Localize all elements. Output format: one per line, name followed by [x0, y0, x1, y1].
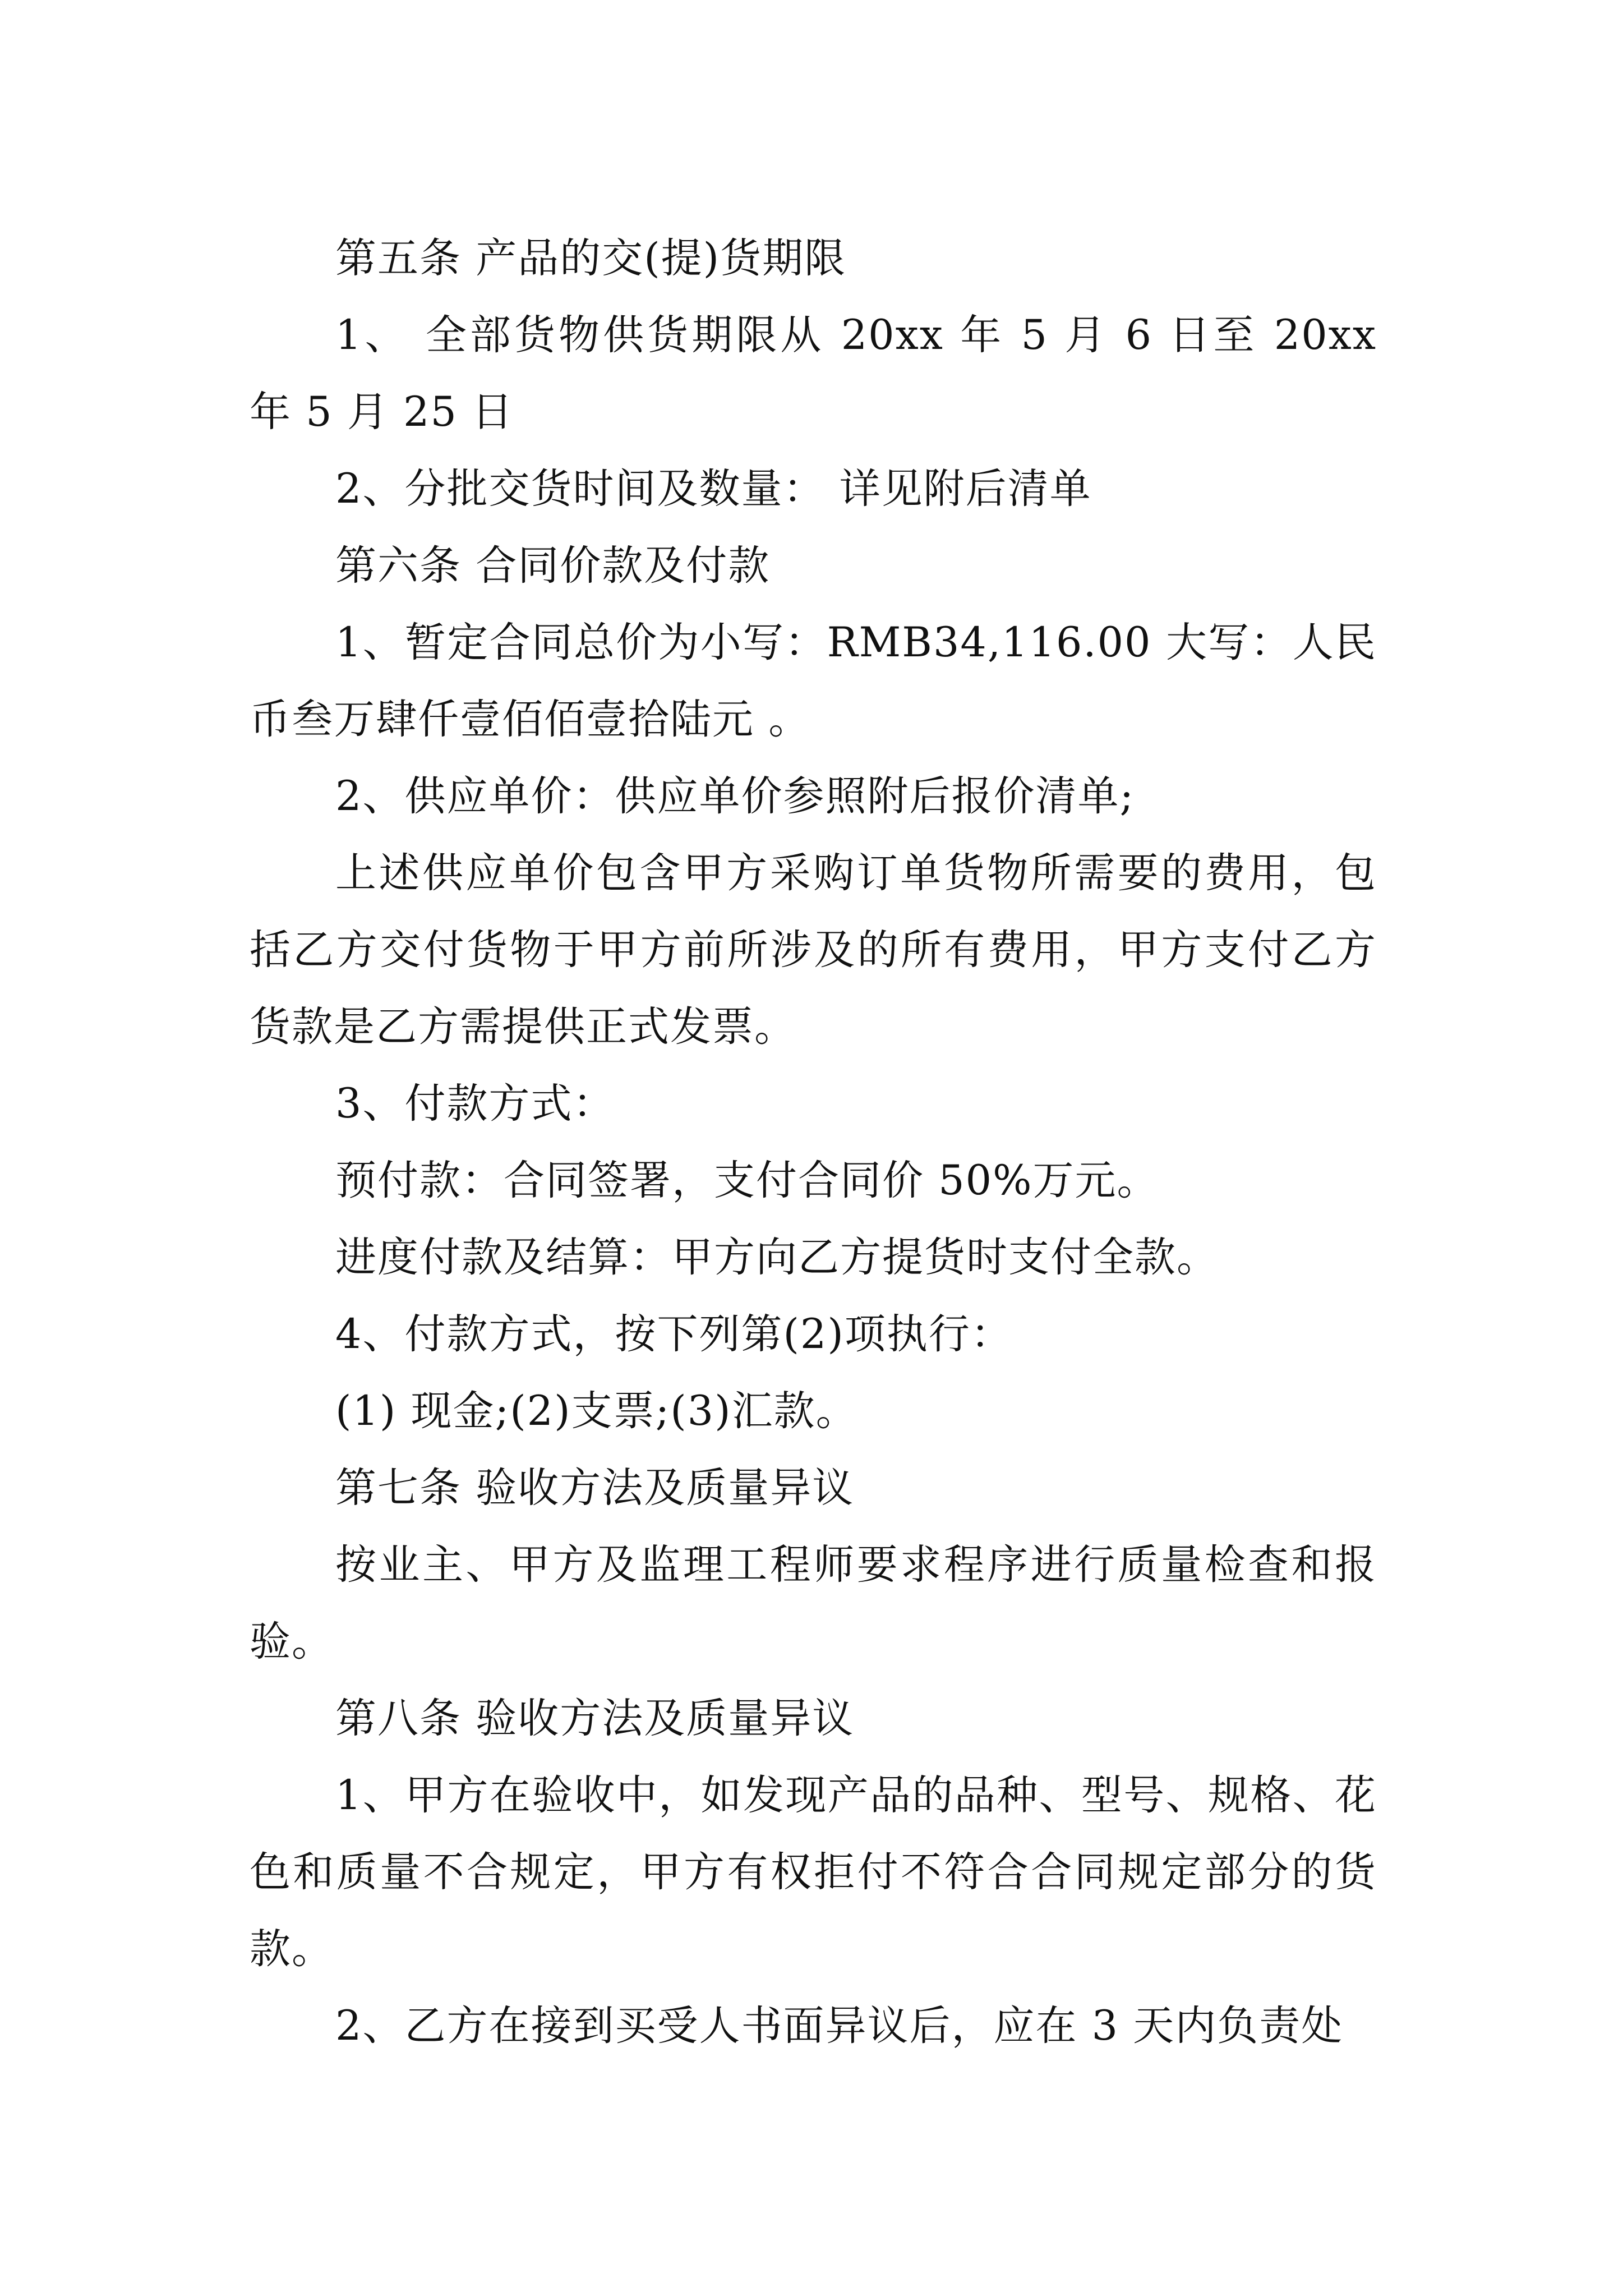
unit-price-description: 上述供应单价包含甲方采购订单货物所需要的费用，包括乙方交付货物于甲方前所涉及的所有费用，甲方支付乙方货款是乙方需提供正式发票。 — [250, 849, 1377, 1051]
article-8-item-2: 2、乙方在接到买受人书面异议后，应在 3 天内负责处 — [335, 2002, 1344, 2050]
advance-payment: 预付款：合同签署，支付合同价 50%万元。 — [335, 1157, 1159, 1204]
article-6-item-1: 1、暂定合同总价为小写：RMB34,116.00 大写：人民币叁万肆仟壹佰佰壹拾陆元 。 — [250, 619, 1377, 743]
article-6-item-3: 3、付款方式： — [335, 1080, 615, 1128]
article-7-body: 按业主、甲方及监理工程师要求程序进行质量检查和报验。 — [250, 1541, 1377, 1665]
article-5-item-1: 1、 全部货物供货期限从 20xx 年 5 月 6 日至 20xx 年 5 月 25 日 — [250, 311, 1391, 436]
article-6-item-4: 4、付款方式，按下列第(2)项执行： — [335, 1310, 1013, 1358]
article-6-item-2: 2、供应单价：供应单价参照附后报价清单; — [335, 772, 1135, 820]
article-7-heading: 第七条 验收方法及质量异议 — [335, 1464, 855, 1512]
article-5-item-2: 2、分批交货时间及数量： 详见附后清单 — [335, 465, 1092, 513]
article-5-heading: 第五条 产品的交(提)货期限 — [335, 234, 847, 282]
article-6-heading: 第六条 合同价款及付款 — [335, 542, 771, 590]
progress-payment: 进度付款及结算：甲方向乙方提货时支付全款。 — [335, 1234, 1219, 1281]
payment-options: (1) 现金;(2)支票;(3)汇款。 — [335, 1387, 858, 1435]
article-8-heading: 第八条 验收方法及质量异议 — [335, 1695, 855, 1742]
article-8-item-1: 1、甲方在验收中，如发现产品的品种、型号、规格、花色和质量不合规定，甲方有权拒付不符合合同规定部分的货款。 — [250, 1772, 1377, 1973]
document-body — [250, 220, 1391, 2064]
